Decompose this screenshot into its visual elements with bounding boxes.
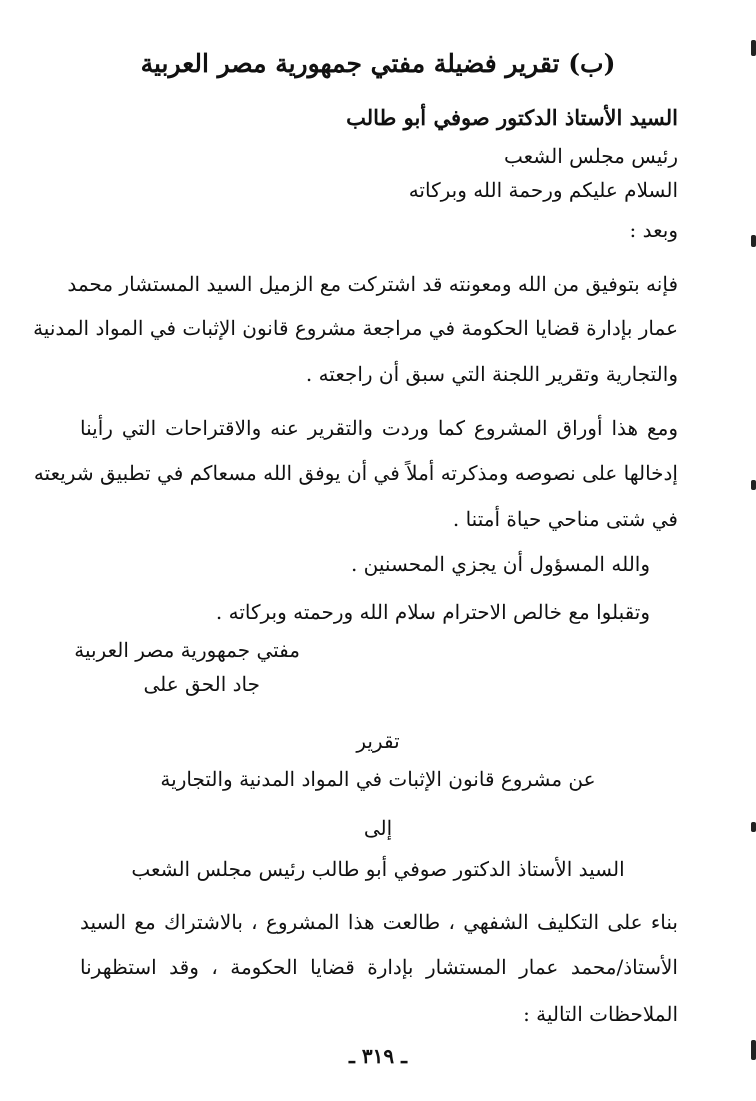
paragraph-1-line-1: فإنه بتوفيق من الله ومعونته قد اشتركت مع الزميل السيد المستشار محمد xyxy=(67,272,678,296)
signature-title: مفتي جمهورية مصر العربية xyxy=(74,638,300,662)
scan-edge-mark xyxy=(751,40,756,56)
scan-edge-mark xyxy=(751,235,756,247)
scan-edge-mark xyxy=(751,822,756,832)
paragraph-2-line-2: إدخالها على نصوصه ومذكرته أملاً في أن يوفق الله مسعاكم في تطبيق شريعته xyxy=(33,461,678,485)
paragraph-1-line-3: والتجارية وتقرير اللجنة التي سبق أن راجعته . xyxy=(305,362,678,386)
document-title: (ب) تقرير فضيلة مفتي جمهورية مصر العربية xyxy=(140,49,616,78)
scan-edge-mark xyxy=(751,1040,756,1060)
report-body-line-2: الأستاذ/محمد عمار المستشار بإدارة قضايا الحكومة ، وقد استظهرنا xyxy=(80,955,678,979)
report-body-line-3: الملاحظات التالية : xyxy=(523,1002,678,1026)
scan-edge-mark xyxy=(751,480,756,490)
closing-line: وتقبلوا مع خالص الاحترام سلام الله ورحمته وبركاته . xyxy=(215,600,650,624)
report-recipient: السيد الأستاذ الدكتور صوفي أبو طالب رئيس مجلس الشعب xyxy=(131,857,625,881)
signature-name: جاد الحق على xyxy=(143,672,260,696)
page-number: ـ ٣١٩ ـ xyxy=(349,1044,407,1068)
paragraph-2-line-3: في شتى مناحي حياة أمتنا . xyxy=(452,507,678,531)
opening-phrase: وبعد : xyxy=(629,218,678,242)
prayer-line: والله المسؤول أن يجزي المحسنين . xyxy=(350,552,650,576)
report-body-line-1: بناء على التكليف الشفهي ، طالعت هذا المشروع ، بالاشتراك مع السيد xyxy=(80,910,678,934)
paragraph-1-line-2: عمار بإدارة قضايا الحكومة في مراجعة مشروع قانون الإثبات في المواد المدنية xyxy=(33,316,678,340)
addressee-position: رئيس مجلس الشعب xyxy=(504,144,678,168)
report-heading: تقرير xyxy=(356,729,400,753)
addressee-name: السيد الأستاذ الدكتور صوفي أبو طالب xyxy=(346,105,678,130)
paragraph-2-line-1: ومع هذا أوراق المشروع كما وردت والتقرير عنه والاقتراحات التي رأينا xyxy=(80,416,678,440)
greeting: السلام عليكم ورحمة الله وبركاته xyxy=(408,178,678,202)
report-to: إلى xyxy=(363,816,393,840)
report-subject: عن مشروع قانون الإثبات في المواد المدنية والتجارية xyxy=(160,767,596,791)
